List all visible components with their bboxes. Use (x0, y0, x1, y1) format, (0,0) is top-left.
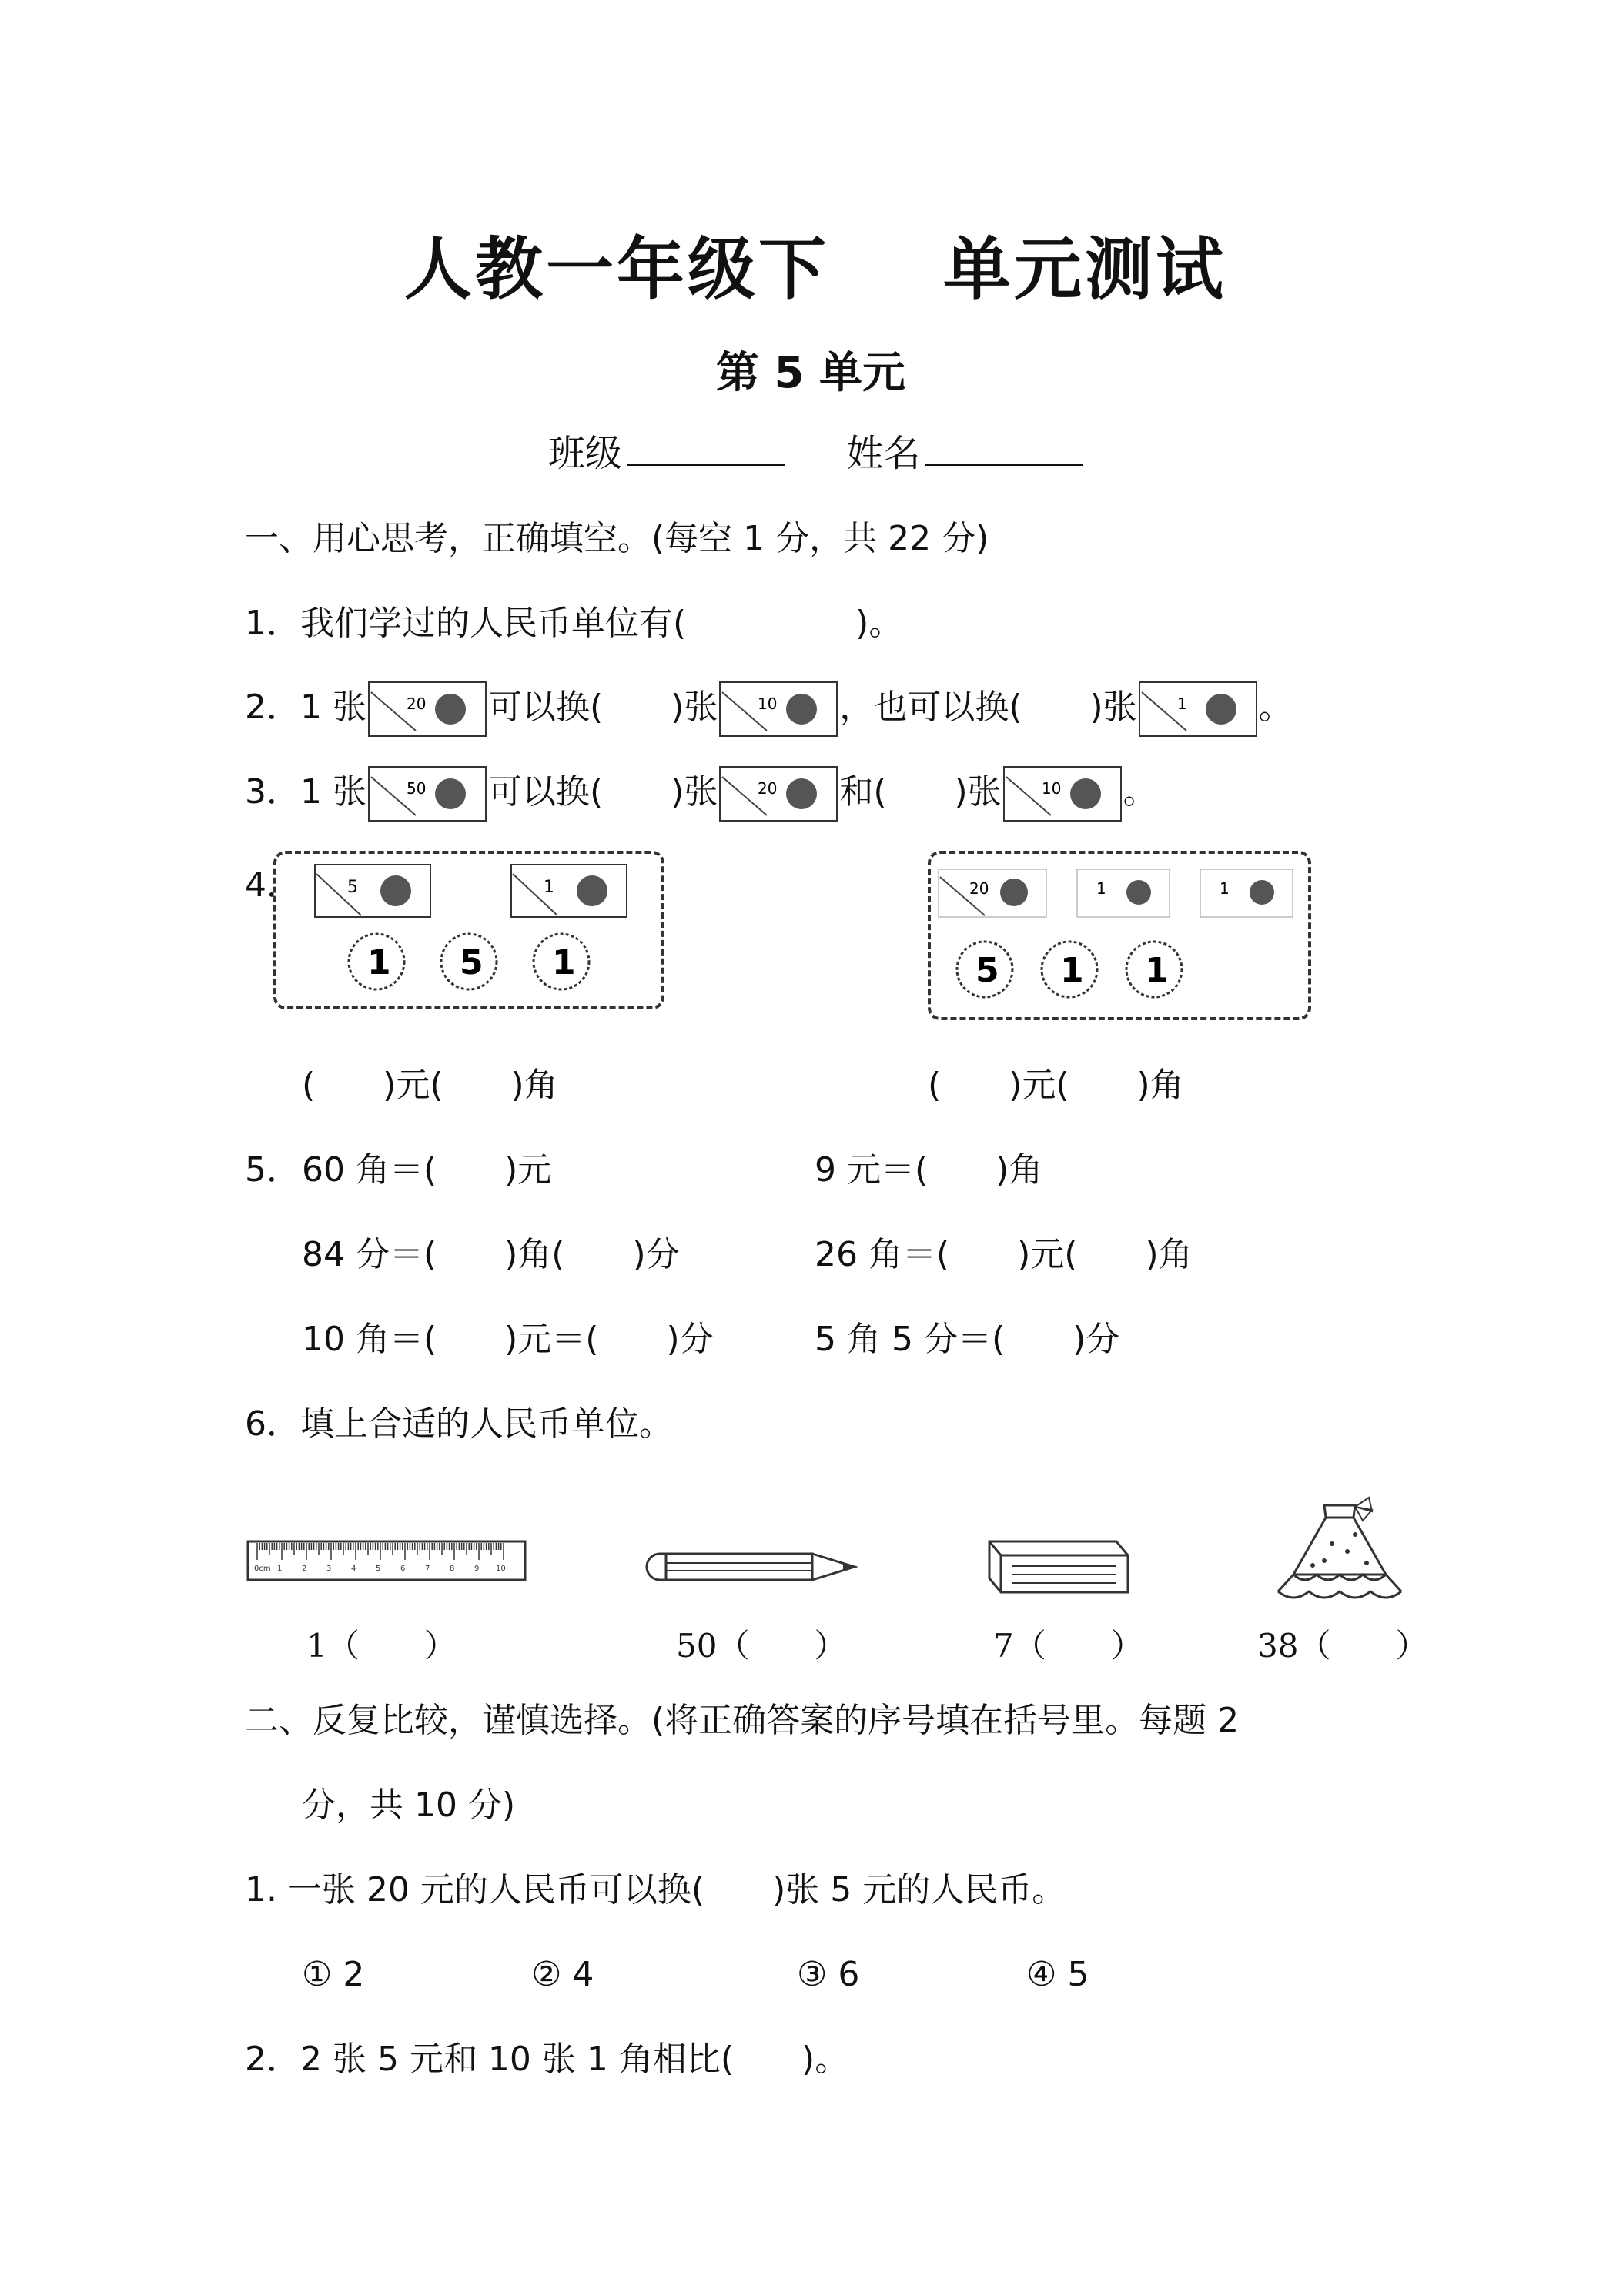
bill-value-text: 1 (1176, 694, 1187, 713)
bill-value-text: 20 (758, 779, 778, 798)
coin-icon (1126, 942, 1182, 997)
q3-number: 3．1 张 (245, 772, 366, 812)
banknote-icon (939, 869, 1046, 917)
money-box-left (273, 851, 664, 1009)
class-label: 班级 (548, 432, 623, 475)
coin-value-text: 1 (552, 943, 576, 982)
s2-q1-option-3[interactable]: ③ 6 (797, 1955, 860, 1994)
ruler-price: 1（ ） (306, 1627, 457, 1665)
q2-part2: ，也可以换( )张 (839, 688, 1137, 727)
coin-icon (1042, 942, 1097, 997)
q3-part2: 和( )张 (839, 772, 1002, 812)
pencil-icon (639, 1548, 862, 1586)
coin-value-text: 1 (1060, 951, 1084, 990)
svg-text:9: 9 (474, 1565, 480, 1573)
section2-heading-line2: 分，共 10 分) (302, 1786, 516, 1825)
q2-part3: 。 (1258, 688, 1293, 727)
svg-text:8: 8 (450, 1565, 455, 1573)
question-1: 1．我们学过的人民币单位有( )。 (245, 604, 903, 643)
question-2 (245, 681, 1293, 737)
banknote-icon (719, 766, 838, 822)
q3-part3: 。 (1123, 772, 1157, 812)
money-box-right (928, 851, 1311, 1020)
banknote-icon (511, 865, 627, 917)
student-info (548, 428, 1083, 477)
bill-value-text: 5 (347, 878, 358, 897)
banknote-icon (1077, 869, 1170, 917)
page-title-left: 人教一年级下 (404, 229, 830, 309)
q2-number: 2．1 张 (245, 688, 366, 727)
bill-value-text: 20 (969, 879, 989, 898)
s2-question-2: 2．2 张 5 元和 10 张 1 角相比( )。 (245, 2040, 849, 2079)
ruler-icon (246, 1540, 527, 1583)
svg-text:1: 1 (277, 1565, 283, 1573)
question-3 (245, 766, 1157, 822)
svg-text:10: 10 (496, 1565, 506, 1573)
coin-value-text: 1 (367, 943, 391, 982)
q4-answer-left: ( )元( )角 (302, 1066, 558, 1105)
coin-value-text: 1 (1145, 951, 1169, 990)
q3-part1: 可以换( )张 (487, 772, 718, 812)
unit-subtitle: 第 5 单元 (716, 348, 905, 398)
q5-number: 5． (245, 1150, 300, 1190)
coin-icon (349, 934, 404, 989)
question-6: 6．填上合适的人民币单位。 (245, 1404, 673, 1444)
banknote-icon (1003, 766, 1122, 822)
s2-q1-option-2[interactable]: ② 4 (531, 1955, 594, 1994)
pencil-price: 50（ ） (676, 1627, 847, 1665)
svg-text:5: 5 (376, 1565, 381, 1573)
question-4-number: 4． (245, 865, 300, 905)
coin-value-text: 5 (975, 951, 999, 990)
q5-r2c1: 84 分＝( )角( )分 (302, 1235, 680, 1274)
bill-value-text: 20 (406, 694, 427, 713)
bill-value-text: 10 (1041, 779, 1062, 798)
q2-part1: 可以换( )张 (487, 688, 718, 727)
coin-value-text: 5 (460, 943, 484, 982)
coin-icon (957, 942, 1012, 997)
section2-heading-line1: 二、反复比较，谨慎选择。(将正确答案的序号填在括号里。每题 2 (245, 1701, 1240, 1740)
class-field[interactable] (627, 428, 785, 466)
name-field[interactable] (925, 428, 1083, 466)
q5-r3c2: 5 角 5 分＝( )分 (815, 1320, 1120, 1359)
banknote-icon (368, 766, 487, 822)
svg-text:7: 7 (425, 1565, 430, 1573)
q5-r2c2: 26 角＝( )元( )角 (815, 1235, 1193, 1274)
banknote-icon (1200, 869, 1293, 917)
bill-value-text: 10 (758, 694, 778, 713)
eraser-price: 7（ ） (993, 1627, 1143, 1665)
dress-price: 38（ ） (1257, 1627, 1428, 1665)
dress-icon (1255, 1490, 1424, 1613)
bill-value-text: 1 (1096, 879, 1106, 898)
q5-r3c1: 10 角＝( )元＝( )分 (302, 1320, 714, 1359)
bill-value-text: 1 (1220, 879, 1230, 898)
q5-r1c2: 9 元＝( )角 (815, 1150, 1043, 1190)
eraser-icon (982, 1532, 1136, 1598)
q4-answer-right: ( )元( )角 (928, 1066, 1184, 1105)
s2-q1-option-1[interactable]: ① 2 (302, 1955, 365, 1994)
svg-text:2: 2 (302, 1565, 307, 1573)
s2-question-1: 1. 一张 20 元的人民币可以换( )张 5 元的人民币。 (245, 1870, 1066, 1909)
svg-text:4: 4 (351, 1565, 356, 1573)
banknote-icon (368, 681, 487, 737)
banknote-icon (315, 865, 430, 917)
s2-q1-option-4[interactable]: ④ 5 (1026, 1955, 1089, 1994)
bill-value-text: 1 (544, 878, 554, 897)
banknote-icon (719, 681, 838, 737)
svg-text:3: 3 (326, 1565, 332, 1573)
coin-icon (534, 934, 589, 989)
svg-text:6: 6 (400, 1565, 406, 1573)
q5-r1c1: 60 角＝( )元 (302, 1150, 552, 1190)
name-label: 姓名 (846, 432, 921, 475)
banknote-icon (1139, 681, 1257, 737)
page-title-right: 单元测试 (943, 229, 1227, 309)
coin-icon (441, 934, 497, 989)
bill-value-text: 50 (406, 779, 427, 798)
section1-heading: 一、用心思考，正确填空。(每空 1 分，共 22 分) (245, 519, 989, 558)
svg-text:0cm: 0cm (254, 1565, 271, 1573)
